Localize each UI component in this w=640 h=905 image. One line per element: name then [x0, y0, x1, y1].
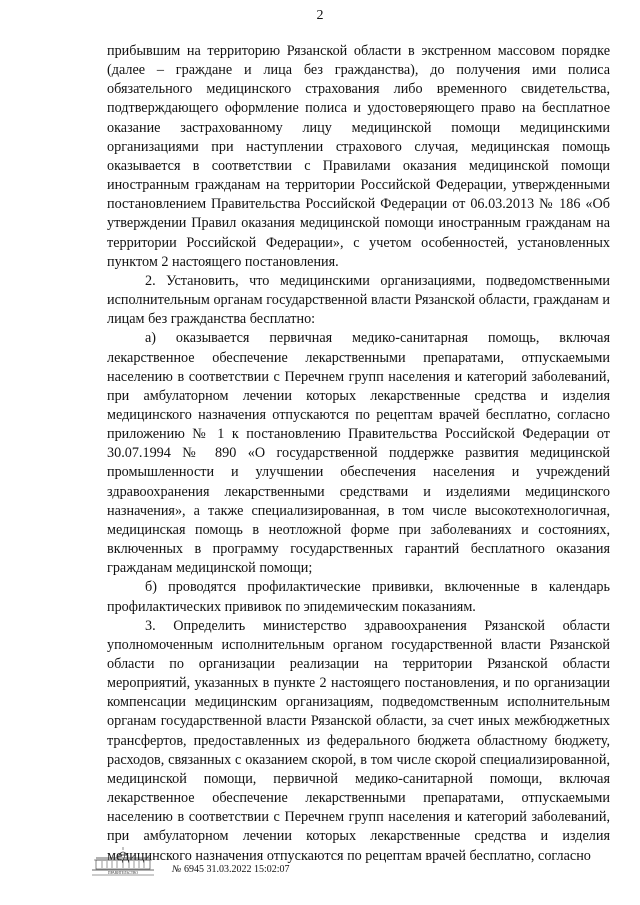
government-building-seal-icon [88, 846, 158, 876]
paragraph-continuation: прибывшим на территорию Рязанской области в экстренном массовом порядке (далее – граждане и лица без гражданства), до получения ими полиса обязательного медицинского страхования либо временного свидетельства, подтверждающего оформление полиса и удостоверяющего право на бесплатное оказание застрахованному лицу медицинской помощи медицинскими организациями при наступлении страхового случая, медицинская помощь оказывается в соответствии с Правилами оказания медицинской помощи иностранным гражданам на территории Российской Федерации, утвержденными постановлением Правительства Российской Федерации от 06.03.2013 № 186 «Об утверждении Правил оказания медицинской помощи иностранным гражданам на территории Российской Федерации», с учетом особенностей, установленных пунктом 2 настоящего постановления. [107, 43, 610, 270]
paragraph-item-2a: а) оказывается первичная медико-санитарная помощь, включая лекарственное обеспечение лекарственными препаратами, отпускаемыми населению в соответствии с Перечнем групп населения и категорий заболеваний, при амбулаторном лечении которых лекарственные средства и изделия медицинского назначения отпускаются по рецептам врачей бесплатно, согласно приложению № 1 к постановлению Правительства Российской Федерации от 30.07.1994 № 890 «О государственной поддержке развития медицинской промышленности и улучшении обеспечения населения и учреждений здравоохранения лекарственными средствами и изделиями медицинского назначения», а также специализированная, в том числе высокотехнологичная, медицинская помощь в неотложной форме при заболеваниях и состояниях, включенных в программу государственных гарантий бесплатного оказания гражданам медицинской помощи; [107, 330, 610, 577]
document-registration-stamp [172, 864, 290, 875]
doc-stamp-text: 6945 31.03.2022 15:02:07 [183, 864, 290, 875]
doc-number-mark: № [172, 864, 182, 875]
seal-caption: ПРАВИТЕЛЬСТВО [107, 871, 139, 875]
document-footer [88, 842, 388, 882]
paragraph-item-2: 2. Установить, что медицинскими организациями, подведомственными исполнительным органам государственной власти Рязанской области, гражданам и лицам без гражданства бесплатно: [107, 272, 610, 328]
document-body [107, 42, 610, 866]
paragraph-item-3: 3. Определить министерство здравоохранения Рязанской области уполномоченным исполнительным органом государственной власти Рязанской области по организации реализации на территории Рязанской области мероприятий, указанных в пункте 2 настоящего постановления, и по организации компенсации медицинским организациям, подведомственным исполнительным органам государственной власти Рязанской области, за счет иных межбюджетных трансфертов, предоставленных из федерального бюджета областному бюджету, расходов, связанных с оказанием скорой, в том числе скорой специализированной, медицинской помощи, первичной медико-санитарной помощи, включая лекарственное обеспечение лекарственными препаратами, отпускаемыми населению в соответствии с Перечнем групп населения и категорий заболеваний, при амбулаторном лечении которых лекарственные средства и изделия медицинского назначения отпускаются по рецептам врачей бесплатно, согласно [107, 617, 610, 864]
paragraph-item-2b: б) проводятся профилактические прививки, включенные в календарь профилактических прививок по эпидемическим показаниям. [107, 579, 610, 615]
page-number: 2 [316, 8, 324, 23]
